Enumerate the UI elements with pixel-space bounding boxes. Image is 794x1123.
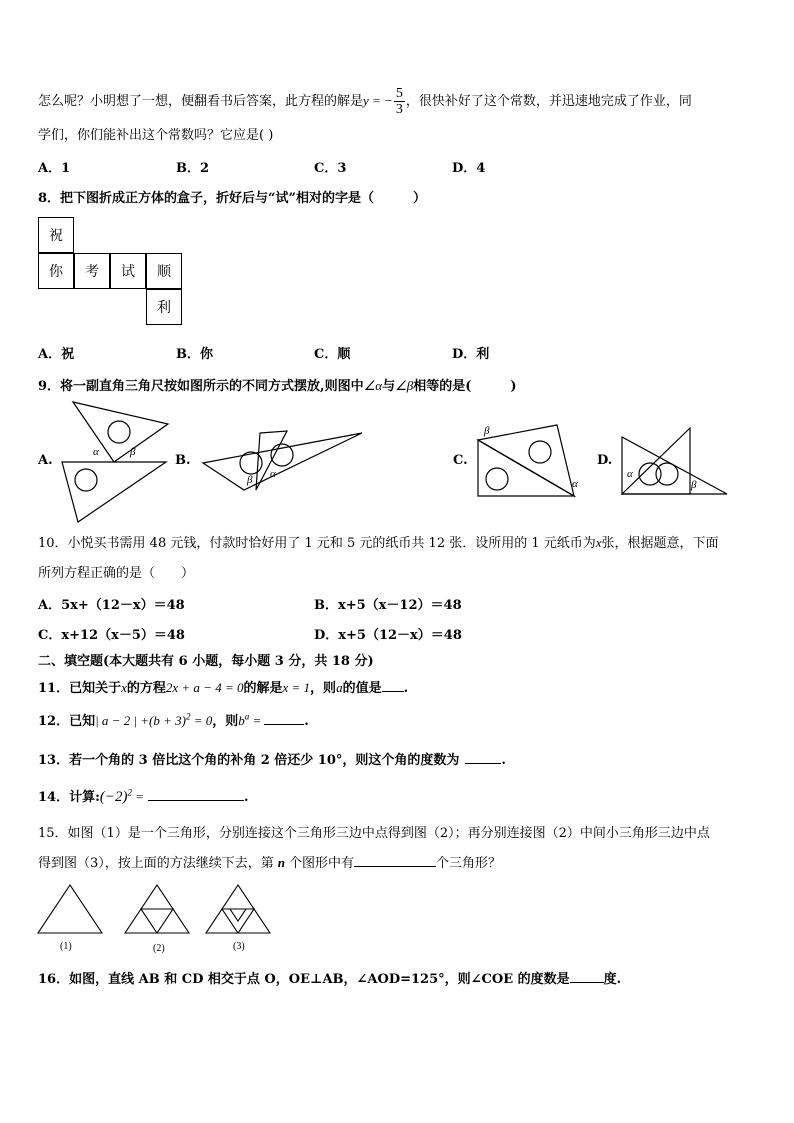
q11-mid: 的方程: [126, 681, 166, 696]
q11-mid3: ，则: [310, 681, 337, 696]
q9-beta: ∠β: [395, 378, 414, 393]
q15-line2-post: 个三角形？: [436, 856, 502, 871]
q11-a: a: [336, 680, 343, 695]
q8-net-cell: 考: [74, 253, 110, 289]
q12-b: b: [238, 713, 245, 728]
q7-line2: 学们，你们能补出这个常数吗？它应是( ): [38, 128, 274, 143]
q16-post: 度.: [603, 972, 622, 987]
q9-option-a[interactable]: A.: [38, 453, 53, 468]
q14-eqs: =: [132, 789, 145, 804]
q9d-beta-label: β: [691, 479, 697, 491]
q14-post: .: [244, 790, 249, 805]
q14-expr: (−2): [99, 789, 128, 805]
q11-var: x: [121, 680, 127, 695]
q11-mid2: 的解是: [243, 681, 283, 696]
q9-option-c[interactable]: C.: [453, 453, 468, 468]
q11-equation: 2x + a − 4 = 0: [165, 680, 244, 695]
q9c-beta-label: β: [484, 425, 490, 437]
q9c-alpha-label: α: [572, 478, 578, 490]
q11-pre: 11．已知关于: [38, 681, 122, 696]
q9d-alpha-label: α: [627, 468, 633, 480]
q7-line1-post: ，很快补好了这个常数，并迅速地完成了作业，同: [405, 94, 692, 109]
q10-option-a[interactable]: A．5x+（12－x）＝48: [38, 598, 185, 613]
q9a-alpha-label: α: [93, 446, 99, 458]
q14-exp: 2: [127, 787, 133, 798]
q8-net-cell: 顺: [146, 253, 182, 289]
q7-option-a[interactable]: A．1: [38, 161, 71, 176]
q7-frac-num: 5: [395, 86, 403, 101]
q8-stem: 8．把下图折成正方体的盒子，折好后与“试”相对的字是（ ）: [38, 191, 427, 206]
q7-option-c[interactable]: C．3: [314, 161, 347, 176]
q9-alpha: ∠α: [363, 378, 383, 393]
q7-line1-pre: 怎么呢？小明想了一想，便翻看书后答案，此方程的解是: [38, 94, 364, 109]
q11: 11．已知关于x的方程2x + a − 4 = 0的解是x = 1，则a的值是 .: [38, 680, 409, 696]
q15-n: n: [277, 855, 286, 870]
q10-option-b[interactable]: B．x+5（x－12）＝48: [314, 598, 462, 613]
q10-line2: 所列方程正确的是（ ）: [38, 566, 195, 581]
q16-text: 16．如图，直线 AB 和 CD 相交于点 O，OE⊥AB，∠AOD=125°，则∠COE 的度数是: [38, 972, 570, 987]
q8-option-a[interactable]: A．祝: [38, 347, 75, 362]
q15-line2-pre: 得到图（3），按上面的方法继续下去，第: [38, 856, 274, 871]
q9b-alpha-label: α: [270, 468, 276, 480]
q9a-beta-label: β: [130, 446, 136, 458]
q12-expr: | a − 2 | +(b + 3): [95, 713, 186, 728]
q10-var: x: [595, 535, 602, 550]
q9-option-b[interactable]: B.: [175, 453, 191, 468]
q15-line1: 15．如图（1）是一个三角形，分别连接这个三角形三边中点得到图（2）；再分别连接图（2）中间小三角形三边中点: [38, 826, 710, 841]
section2-title: 二、填空题(本大题共有 6 小题，每小题 3 分，共 18 分): [38, 654, 374, 669]
q8-net-cell: 利: [146, 289, 182, 325]
q12-exp: 2: [185, 711, 191, 722]
q12-eqs: =: [249, 713, 262, 728]
q7-option-d[interactable]: D．4: [452, 161, 486, 176]
q9-stem-pre: 9．将一副直角三角尺按如图所示的不同方式摆放,则图中: [38, 379, 364, 394]
q10-line1-post: 张，根据题意，下面: [601, 536, 719, 551]
q8-option-b[interactable]: B．你: [176, 347, 213, 362]
q15-fig1-triangle: [38, 885, 102, 933]
q15-line2-mid: 个图形中有: [289, 856, 355, 871]
q11-post: 的值是: [342, 681, 382, 696]
q8-net-cell: 你: [38, 253, 74, 289]
q13-text: 13．若一个角的 3 倍比这个角的补角 2 倍还少 10°，则这个角的度数为: [38, 753, 460, 768]
q10-option-d[interactable]: D．x+5（12－x）＝48: [314, 628, 462, 643]
q8-option-d[interactable]: D．利: [452, 347, 490, 362]
q11-solution: x = 1: [282, 680, 311, 695]
q12-post: .: [304, 714, 309, 729]
q10-option-c[interactable]: C．x+12（x－5）＝48: [38, 628, 185, 643]
q12-mid: ，则: [212, 714, 239, 729]
q9-stem-mid: 与: [382, 379, 396, 394]
q9-option-d[interactable]: D.: [597, 453, 613, 468]
q15-caption-1: (1): [60, 941, 72, 952]
q12-eq0: = 0: [190, 713, 213, 728]
q7-option-b[interactable]: B．2: [176, 161, 210, 176]
q9b-beta-label: β: [247, 474, 253, 486]
q10-line1-pre: 10．小悦买书需用 48 元钱，付款时恰好用了 1 元和 5 元的纸币共 12 张．设所用的 1 元纸币为: [38, 536, 596, 551]
q16-answer-blank[interactable]: [570, 982, 604, 983]
q15-caption-3: (3): [233, 941, 245, 952]
q7-solution-lhs: y = −: [363, 93, 393, 108]
q8-net-cell: 试: [110, 253, 146, 289]
q12-pre: 12．已知: [38, 714, 96, 729]
q12-b-exp: a: [244, 711, 250, 722]
q8-net-cell: 祝: [38, 217, 74, 253]
q8-option-c[interactable]: C．顺: [314, 347, 351, 362]
q9-stem-post: 相等的是( ): [413, 379, 517, 394]
q13-post: .: [501, 753, 506, 768]
q16: [38, 968, 621, 987]
q14-pre: 14．计算:: [38, 790, 100, 805]
q15-caption-2: (2): [153, 943, 165, 954]
q7-frac-den: 3: [395, 102, 403, 117]
